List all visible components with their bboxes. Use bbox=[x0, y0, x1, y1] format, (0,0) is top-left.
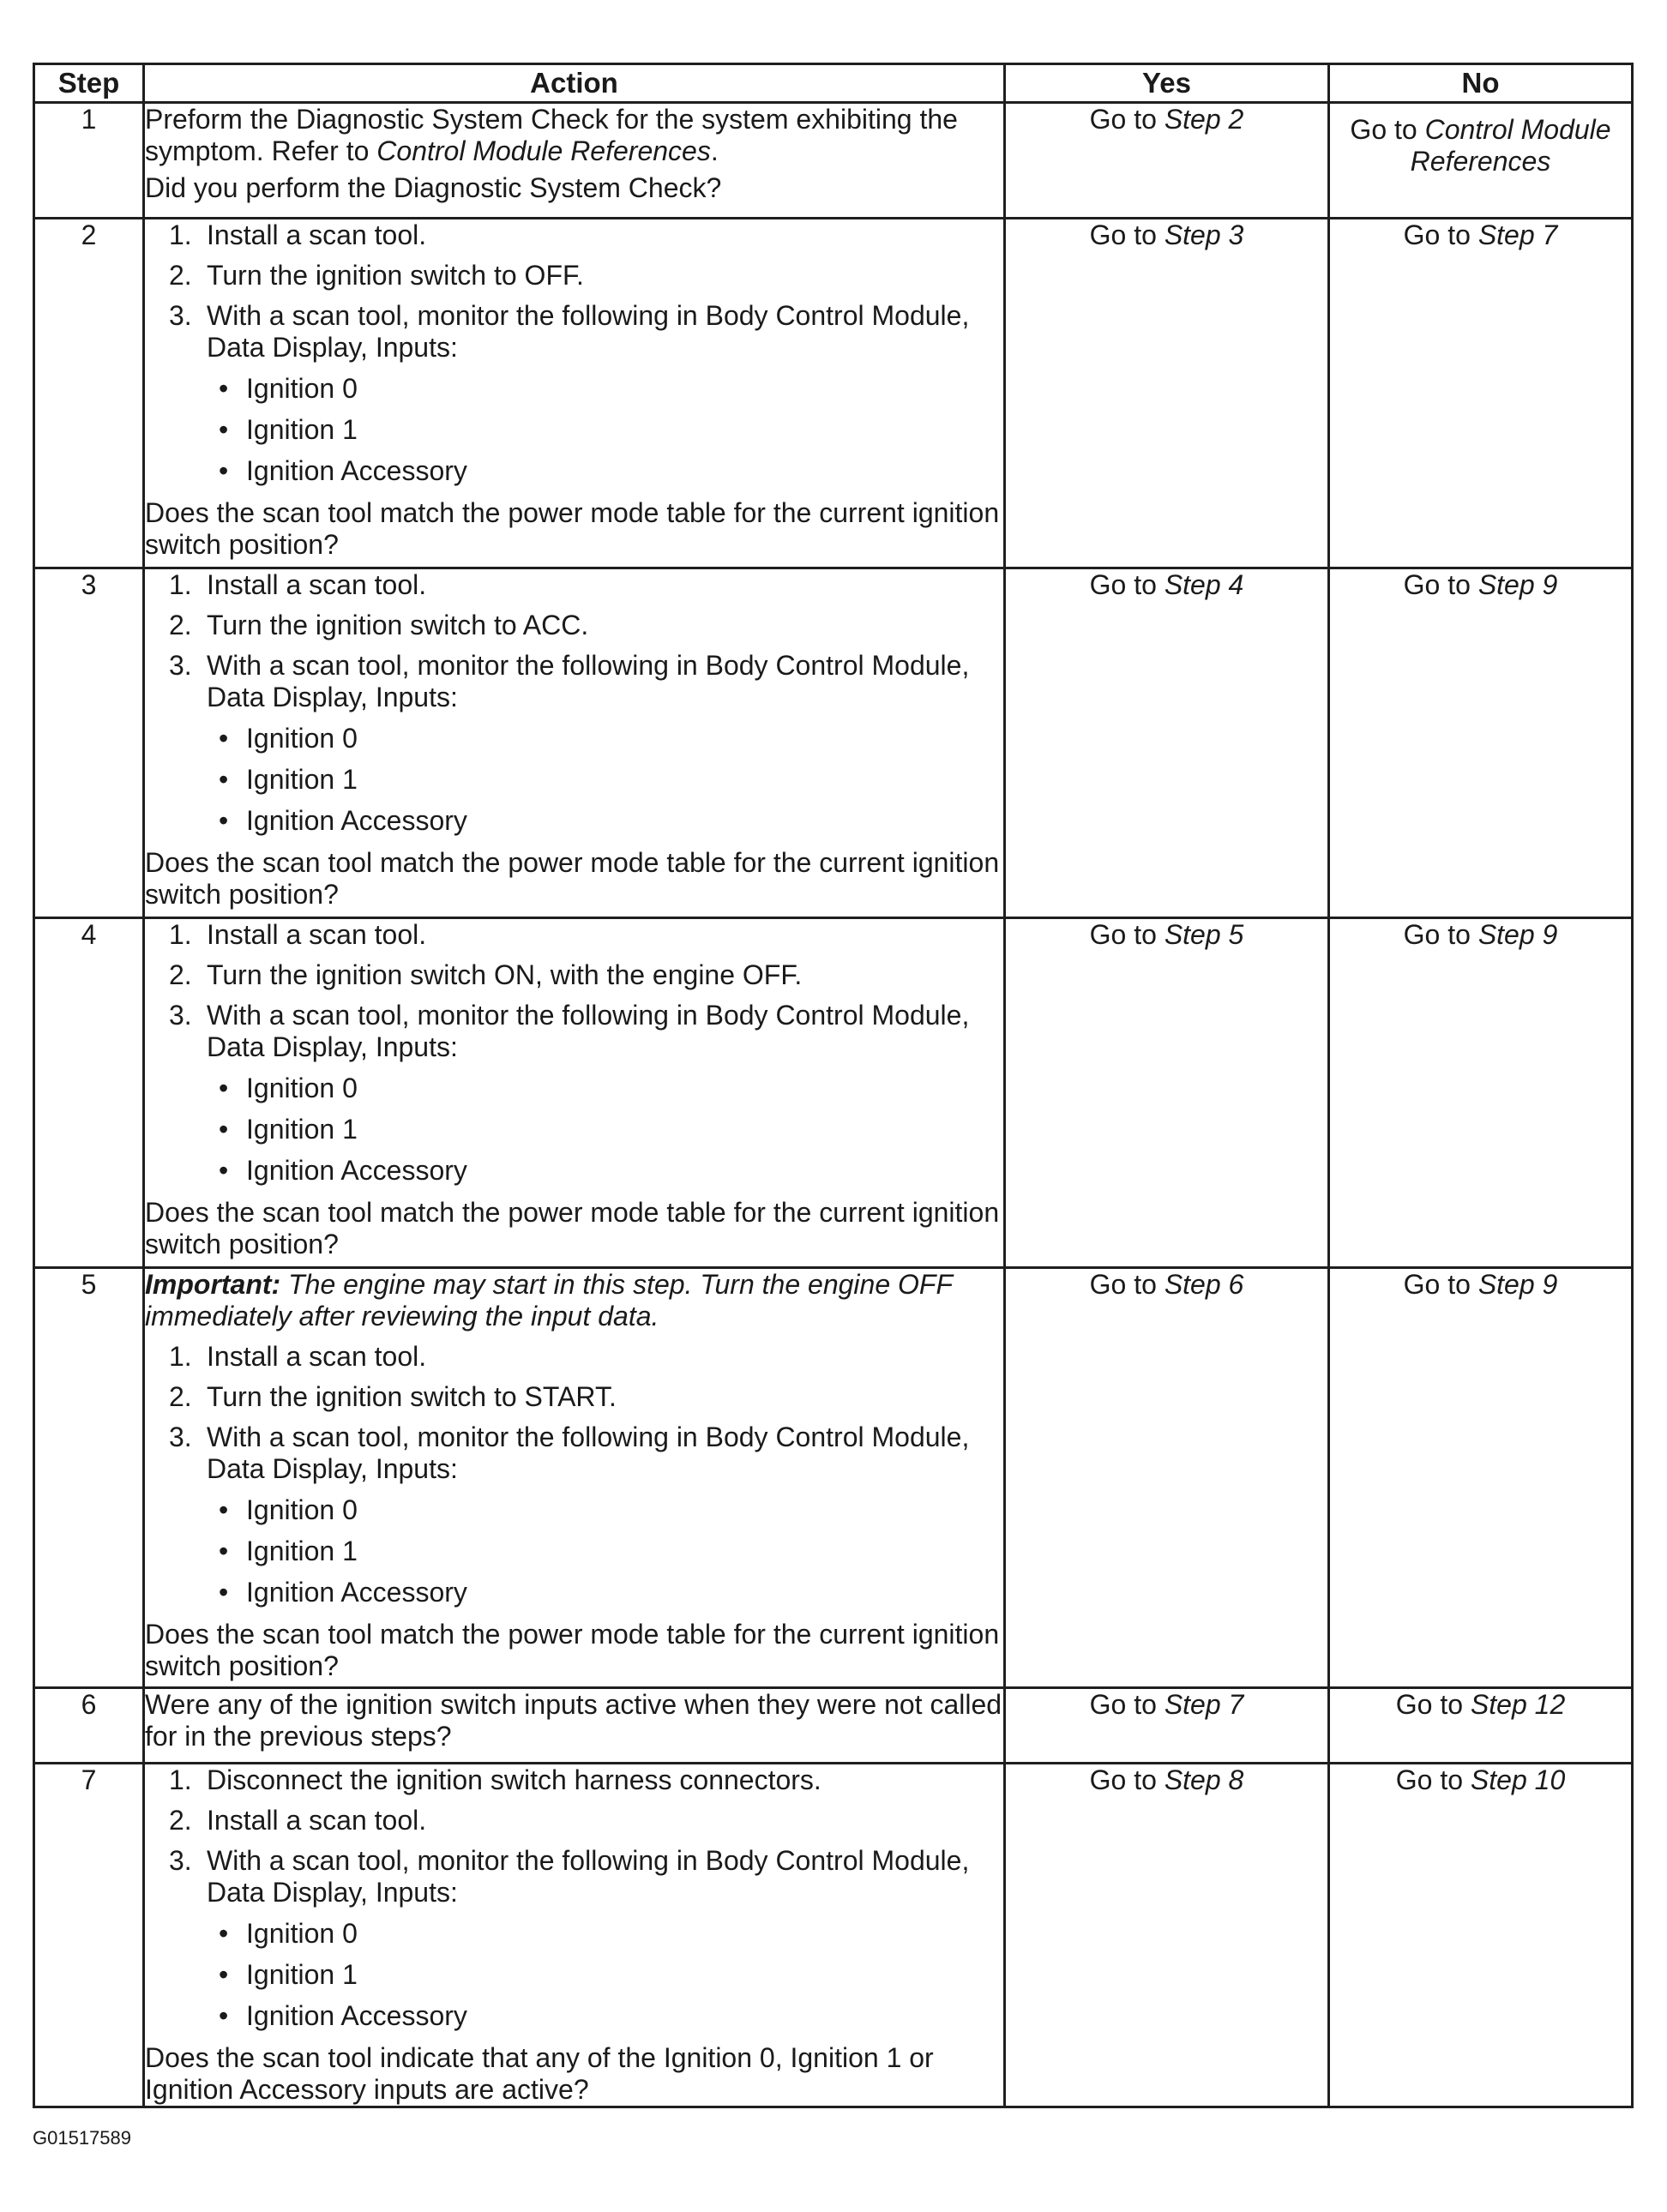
bullet-item: • Ignition Accessory bbox=[219, 805, 467, 836]
step-number: 3 bbox=[34, 568, 144, 918]
no-step-ref: Step 9 bbox=[1477, 919, 1558, 950]
table-row bbox=[34, 1764, 1633, 2107]
question-text: Did you perform the Diagnostic System Check? bbox=[145, 172, 722, 203]
yes-step-ref: Step 7 bbox=[1164, 1689, 1244, 1720]
header-row bbox=[34, 64, 1633, 103]
yes-cell: Go to Step 6 bbox=[1005, 1268, 1329, 1688]
no-step-ref: Step 7 bbox=[1477, 219, 1558, 250]
header-action: Action bbox=[144, 64, 1005, 103]
numbered-item: 1. Install a scan tool. bbox=[169, 569, 427, 600]
numbered-item: 2. Install a scan tool. bbox=[169, 1805, 427, 1836]
yes-step-ref: Step 8 bbox=[1164, 1764, 1244, 1795]
bullet-item: • Ignition 0 bbox=[219, 1073, 358, 1103]
action-cell bbox=[144, 918, 1005, 1268]
bullet-item: • Ignition Accessory bbox=[219, 1155, 467, 1186]
table-row bbox=[34, 568, 1633, 918]
bullet-item: • Ignition 1 bbox=[219, 1114, 358, 1145]
no-cell: Go to Step 9 bbox=[1329, 568, 1633, 918]
reference-link: Control Module References bbox=[376, 135, 711, 166]
step-number: 7 bbox=[34, 1764, 144, 2107]
no-step-ref: Control Module References bbox=[1410, 114, 1611, 177]
yes-step-ref: Step 6 bbox=[1164, 1269, 1244, 1300]
no-step-ref: Step 12 bbox=[1470, 1689, 1566, 1720]
action-cell bbox=[144, 1764, 1005, 2107]
numbered-item: 2. Turn the ignition switch to ACC. bbox=[169, 610, 589, 640]
step-number: 5 bbox=[34, 1268, 144, 1688]
bullet-item: • Ignition Accessory bbox=[219, 1577, 467, 1608]
no-step-ref: Step 9 bbox=[1477, 569, 1558, 600]
question-text: Does the scan tool match the power mode table for the current ignition switch position? bbox=[145, 1197, 1000, 1259]
bullet-item: • Ignition 1 bbox=[219, 1959, 358, 1990]
table-row bbox=[34, 219, 1633, 568]
bullet-item: • Ignition 0 bbox=[219, 1494, 358, 1525]
no-cell: Go to Step 10 bbox=[1329, 1764, 1633, 2107]
no-cell: Go to Step 7 bbox=[1329, 219, 1633, 568]
important-note: Important: The engine may start in this step. Turn the engine OFF immediately after reviewing the input data. bbox=[145, 1269, 953, 1331]
yes-cell: Go to Step 8 bbox=[1005, 1764, 1329, 2107]
yes-step-ref: Step 2 bbox=[1164, 104, 1244, 135]
no-step-ref: Step 9 bbox=[1477, 1269, 1558, 1300]
bullet-item: • Ignition 1 bbox=[219, 1536, 358, 1566]
table-row bbox=[34, 1268, 1633, 1688]
yes-cell: Go to Step 5 bbox=[1005, 918, 1329, 1268]
numbered-item: 3. With a scan tool, monitor the following in Body Control Module, Data Display, Inputs: bbox=[169, 1845, 970, 1908]
header-step: Step bbox=[34, 64, 144, 103]
yes-step-ref: Step 3 bbox=[1164, 219, 1244, 250]
numbered-item: 3. With a scan tool, monitor the following in Body Control Module, Data Display, Inputs: bbox=[169, 1422, 970, 1484]
diagnostic-table bbox=[33, 63, 1634, 2108]
step-number: 6 bbox=[34, 1688, 144, 1764]
numbered-item: 3. With a scan tool, monitor the following in Body Control Module, Data Display, Inputs: bbox=[169, 1000, 970, 1062]
no-cell: Go to Step 9 bbox=[1329, 1268, 1633, 1688]
no-cell: Go to Step 9 bbox=[1329, 918, 1633, 1268]
question-text: Does the scan tool match the power mode table for the current ignition switch position? bbox=[145, 497, 1000, 560]
numbered-item: 3. With a scan tool, monitor the following in Body Control Module, Data Display, Inputs: bbox=[169, 650, 970, 712]
numbered-item: 2. Turn the ignition switch ON, with the engine OFF. bbox=[169, 959, 803, 990]
bullet-item: • Ignition Accessory bbox=[219, 455, 467, 486]
step-number: 4 bbox=[34, 918, 144, 1268]
yes-cell: Go to Step 3 bbox=[1005, 219, 1329, 568]
yes-step-ref: Step 5 bbox=[1164, 919, 1244, 950]
instruction-text: Preform the Diagnostic System Check for the system exhibiting the symptom. Refer to Control Module References. bbox=[145, 104, 958, 166]
bullet-item: • Ignition 1 bbox=[219, 764, 358, 795]
action-cell bbox=[144, 219, 1005, 568]
action-cell bbox=[144, 1268, 1005, 1688]
bullet-item: • Ignition 0 bbox=[219, 723, 358, 754]
numbered-item: 1. Install a scan tool. bbox=[169, 1341, 427, 1372]
numbered-item: 1. Disconnect the ignition switch harness connectors. bbox=[169, 1764, 821, 1795]
action-cell bbox=[144, 568, 1005, 918]
no-step-ref: Step 10 bbox=[1470, 1764, 1566, 1795]
question-text: Does the scan tool indicate that any of the Ignition 0, Ignition 1 or Ignition Accessory inputs are active? bbox=[145, 2042, 934, 2105]
table-row bbox=[34, 918, 1633, 1268]
numbered-item: 2. Turn the ignition switch to START. bbox=[169, 1381, 617, 1412]
action-cell bbox=[144, 1688, 1005, 1764]
header-no: No bbox=[1329, 64, 1633, 103]
yes-cell: Go to Step 7 bbox=[1005, 1688, 1329, 1764]
question-text: Does the scan tool match the power mode table for the current ignition switch position? bbox=[145, 1619, 1000, 1681]
numbered-item: 3. With a scan tool, monitor the following in Body Control Module, Data Display, Inputs: bbox=[169, 300, 970, 363]
question-text: Does the scan tool match the power mode table for the current ignition switch position? bbox=[145, 847, 1000, 910]
numbered-item: 1. Install a scan tool. bbox=[169, 919, 427, 950]
header-yes: Yes bbox=[1005, 64, 1329, 103]
yes-step-ref: Step 4 bbox=[1164, 569, 1244, 600]
action-cell bbox=[144, 103, 1005, 219]
step-number: 1 bbox=[34, 103, 144, 219]
numbered-item: 1. Install a scan tool. bbox=[169, 219, 427, 250]
figure-code: G01517589 bbox=[33, 2127, 131, 2149]
numbered-item: 2. Turn the ignition switch to OFF. bbox=[169, 260, 584, 291]
table-row bbox=[34, 1688, 1633, 1764]
bullet-item: • Ignition 1 bbox=[219, 414, 358, 445]
yes-cell: Go to Step 4 bbox=[1005, 568, 1329, 918]
yes-cell: Go to Step 2 bbox=[1005, 103, 1329, 219]
no-cell: Go to Step 12 bbox=[1329, 1688, 1633, 1764]
bullet-item: • Ignition 0 bbox=[219, 1918, 358, 1949]
step-number: 2 bbox=[34, 219, 144, 568]
no-cell: Go to Control Module References bbox=[1329, 103, 1633, 219]
table-row bbox=[34, 103, 1633, 219]
question-text: Were any of the ignition switch inputs active when they were not called for in the previous steps? bbox=[145, 1689, 1002, 1752]
bullet-item: • Ignition Accessory bbox=[219, 2000, 467, 2031]
bullet-item: • Ignition 0 bbox=[219, 373, 358, 404]
